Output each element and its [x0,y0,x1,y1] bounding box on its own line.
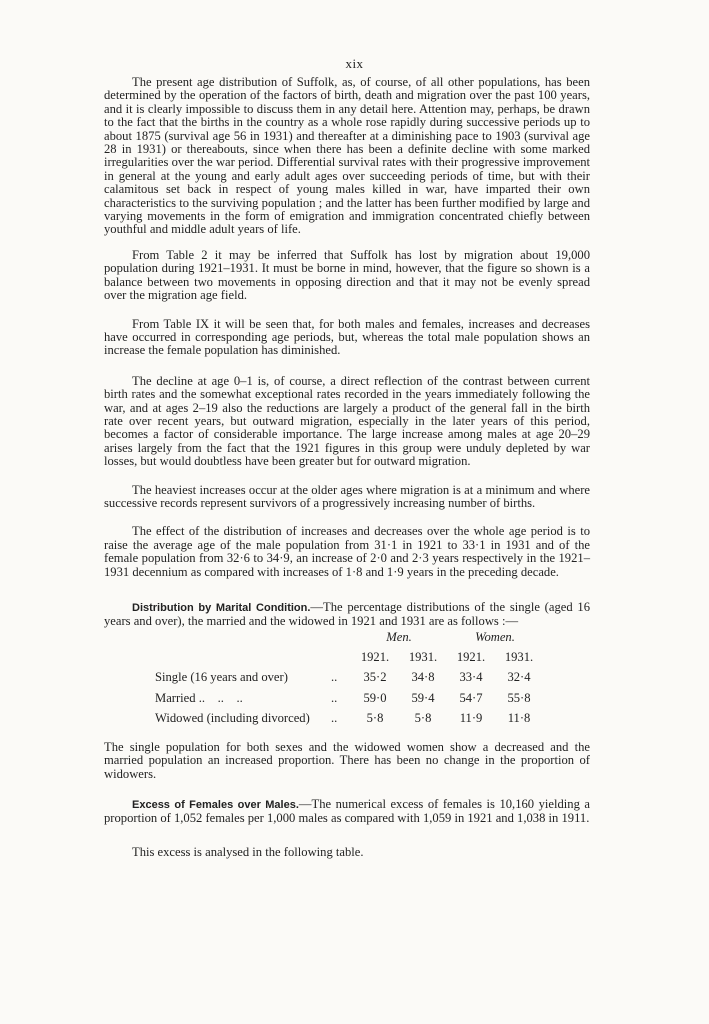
table-cell: 34·8 [411,670,435,685]
table-cell: 5·8 [366,711,384,726]
year-header: 1921. [456,649,486,664]
group-men: Men. [386,630,412,645]
table-cell: 33·4 [459,670,483,685]
paragraph-excess-females [104,798,590,826]
row-label: Married .. .. .. [155,690,243,705]
paragraph-migration: From Table 2 it may be inferred that Suffolk has lost by migration about 19,000 population during 1921–1931. It must be borne in mind, however, that the figure so shown is a balance between two movements in opposing direction and that it may not be evenly spread over the migration age field. [104,247,590,303]
table-cell: 55·8 [507,690,531,705]
paragraph-decline: The decline at age 0–1 is, of course, a direct reflection of the contrast between current birth rates and the somewhat exceptional rates recorded in the years immediately following the war, and at ages 2–19 also the reductions are largely a product of the general fall in the birth rate over recent years, but outward migration, especially in the later years of this period, becomes a factor of considerable importance. The large increase among males at age 20–29 arises largely from the fact that the 1921 figures in this group were unduly depleted by war losses, but would doubtless have been greater but for outward migration. [104,373,590,469]
marital-intro-text: —The percentage distributions of the single (aged 16 years and over), the married and the widowed in 1921 and 1931 are as follows :— [104,600,591,629]
year-header: 1931. [504,649,534,664]
paragraph-average-age: The effect of the distribution of increases and decreases over the whole age period is to raise the average age of the male population from 31·1 in 1921 to 33·1 in 1931 and of the female population from 32·6 to 34·9, an increase of 2·0 and 2·3 years respectively in the 1921–1931 decennium as compared with increases of 1·8 and 1·9 years in the preceding decade. [104,524,590,579]
leader-dots: .. [331,690,338,705]
page-number: xix [345,56,364,71]
table-cell: 59·0 [363,690,387,705]
paragraph-marital-condition [104,601,590,629]
table-cell: 32·4 [507,670,531,685]
year-header: 1931. [408,649,438,664]
row-label: Single (16 years and over) [155,670,288,685]
table-row [155,708,543,729]
table-cell: 5·8 [414,711,432,726]
paragraph-age-distribution: The present age distribution of Suffolk, as, of course, of all other populations, has been determined by the operation of the factors of birth, death and migration over the past 100 years, and it is clearly impossible to discuss them in any detail here. Attention may, perhaps, be drawn to the fact that the births in the country as a whole rose rapidly during successive periods up to about 1875 (survival age 56 in 1931) and thereafter at a diminishing pace to 1903 (survival age 28 in 1931) or thereabouts, since when there has been a definite decline with some marked irregularities over the war period. Differential survival rates with their progressive improvement in general at the young and early adult ages over succeeding periods of time, but with their calamitous set back in respect of young males killed in war, have imparted their own characteristics to the surviving population ; and the latter has been further modified by large and varying movements in the form of emigration and immigration concentrated chiefly between youthful and middle adult years of life. [104,75,590,237]
table-group-header-row [155,629,543,647]
table-cell: 35·2 [363,670,387,685]
page-body [104,76,590,859]
paragraph-following-table: This excess is analysed in the following table. [132,844,364,859]
table-row [155,688,543,709]
paragraph-heaviest-increases: The heaviest increases occur at the older ages where migration is at a minimum and where successive records represent survivors of a progressively increasing number of births. [104,482,590,510]
year-header: 1921. [360,649,390,664]
paragraph-marital-summary: The single population for both sexes and the widowed women show a decreased and the married population an increased proportion. There has been no change in the proportion of widowers. [104,739,590,781]
marital-condition-table [155,629,543,729]
section-heading-excess: Excess of Females over Males. [132,799,299,812]
paragraph-table-ix: From Table IX it will be seen that, for both males and females, increases and decreases have occurred in corresponding age periods, but, whereas the total male population shows an increase the female population has diminished. [104,316,590,358]
section-heading-marital: Distribution by Marital Condition. [132,602,311,614]
table-cell: 11·8 [507,711,531,726]
row-label: Widowed (including divorced) [155,711,310,726]
leader-dots: .. [331,670,338,685]
table-year-header-row [155,647,543,668]
group-women: Women. [475,630,515,645]
table-cell: 54·7 [459,690,483,705]
leader-dots: .. [331,711,338,726]
table-cell: 59·4 [411,690,435,705]
table-cell: 11·9 [459,711,483,726]
excess-text: —The numerical excess of females is 10,160 yielding a proportion of 1,052 females per 1,000 males as compared with 1,059 in 1921 and 1,038 in 1911. [104,797,590,826]
table-row [155,667,543,688]
